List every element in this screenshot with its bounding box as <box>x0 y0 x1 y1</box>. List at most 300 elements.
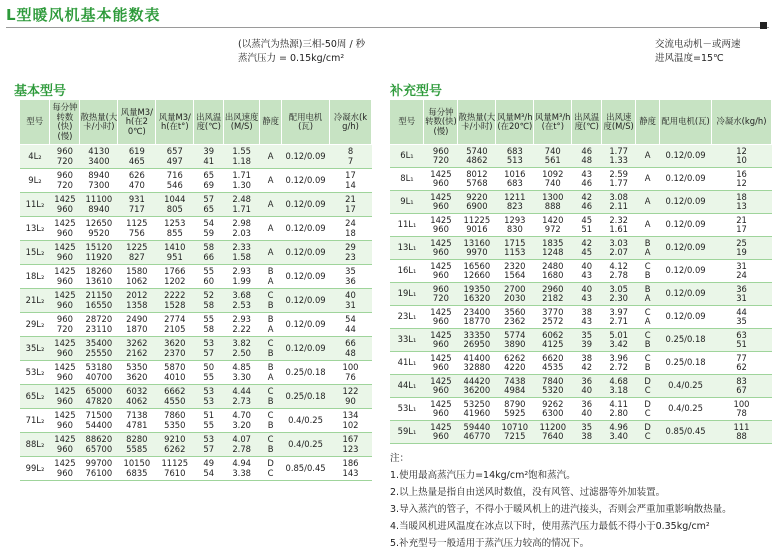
notes-heading: 注： <box>390 453 410 464</box>
basic-table-cell: 5350 3620 <box>118 361 156 385</box>
basic-table-cell: C B <box>260 289 282 313</box>
supplement-header-cell: 冷凝水(kg/h) <box>712 100 772 145</box>
supplement-table-cell: 1425 960 <box>424 398 458 421</box>
basic-table-cell: 1425 960 <box>50 337 80 361</box>
supplement-table-cell: B A <box>636 237 660 260</box>
basic-table-cell: 4.70 3.20 <box>224 409 260 433</box>
supplement-table-cell: 3.97 2.71 <box>602 306 636 329</box>
supplement-table-cell: B A <box>636 283 660 306</box>
supplement-table-cell: 2480 1680 <box>534 260 572 283</box>
supplement-table-cell: 11L₁ <box>390 214 424 237</box>
basic-header-cell: 风量M3/h(在20℃) <box>118 100 156 145</box>
supplement-table-cell: 38 43 <box>572 306 602 329</box>
basic-table-cell: 55 58 <box>194 313 224 337</box>
supplement-table-cell: 42 46 <box>572 191 602 214</box>
supplement-table-cell: 35 39 <box>572 329 602 352</box>
supplement-table-cell: 4.11 2.80 <box>602 398 636 421</box>
basic-table-cell: 28720 23110 <box>80 313 118 337</box>
basic-table-cell: 50 55 <box>194 361 224 385</box>
supplement-table-cell: 36 40 <box>572 398 602 421</box>
basic-table-cell: 88620 65700 <box>80 433 118 457</box>
basic-header-cell: 型号 <box>20 100 50 145</box>
basic-table-cell: 13L₂ <box>20 217 50 241</box>
supplement-table-cell: 4.68 3.18 <box>602 375 636 398</box>
basic-table-cell: 3262 2162 <box>118 337 156 361</box>
supplement-table-cell: 6L₁ <box>390 145 424 168</box>
supplement-table-cell: 3770 2572 <box>534 306 572 329</box>
basic-table-cell: 7860 5350 <box>156 409 194 433</box>
supplement-table-cell: 8012 5768 <box>458 168 496 191</box>
supplement-table-cell: C A <box>636 306 660 329</box>
basic-table-cell: 39 41 <box>194 145 224 169</box>
basic-table-row <box>20 145 372 169</box>
supplement-table-cell: 40 43 <box>572 260 602 283</box>
supplement-table-cell: 1425 960 <box>424 375 458 398</box>
basic-table-cell: A <box>260 217 282 241</box>
supplement-table-row <box>390 421 772 444</box>
basic-header-cell: 冷凝水(kg/h) <box>330 100 372 145</box>
supplement-table-cell: 2700 2030 <box>496 283 534 306</box>
supplement-table-cell: 12 10 <box>712 145 772 168</box>
supplement-table-cell: 1211 823 <box>496 191 534 214</box>
basic-table-cell: B A <box>260 265 282 289</box>
supplement-table-cell: 2.59 1.77 <box>602 168 636 191</box>
basic-table-cell: 0.12/0.09 <box>282 265 330 289</box>
conditions-center <box>238 38 365 66</box>
basic-header-cell: 风量M3/h(在t°) <box>156 100 194 145</box>
title-divider <box>6 27 769 28</box>
basic-table-cell: 6032 4062 <box>118 385 156 409</box>
note-item: 5.补充型号一般适用于蒸汽压力较高的情况下。 <box>390 538 590 549</box>
basic-table-cell: 0.12/0.09 <box>282 169 330 193</box>
supplement-table-cell: 38 42 <box>572 352 602 375</box>
basic-table-row <box>20 265 372 289</box>
basic-table-cell: 55 60 <box>194 265 224 289</box>
basic-table-cell: 2490 1870 <box>118 313 156 337</box>
basic-table-cell: 52 58 <box>194 289 224 313</box>
supplement-table-cell: 23400 18770 <box>458 306 496 329</box>
basic-table-cell: 167 123 <box>330 433 372 457</box>
basic-table-cell: 3620 2370 <box>156 337 194 361</box>
basic-table-cell: 49 54 <box>194 457 224 481</box>
basic-table-cell: 21L₂ <box>20 289 50 313</box>
supplement-table-cell: 1300 888 <box>534 191 572 214</box>
supplement-table-cell: 960 720 <box>424 283 458 306</box>
supplement-table-cell: A <box>636 168 660 191</box>
supplement-table-cell: C B <box>636 329 660 352</box>
basic-table-cell: 1425 960 <box>50 289 80 313</box>
basic-body <box>20 145 372 481</box>
supplement-header-cell: 风量M³/h(在20℃) <box>496 100 534 145</box>
supplement-table-cell: 1835 1248 <box>534 237 572 260</box>
supplement-header-cell: 出风速度(M/S) <box>602 100 636 145</box>
basic-table-cell: 35400 25550 <box>80 337 118 361</box>
basic-table-cell: 1225 827 <box>118 241 156 265</box>
supplement-table-cell: 0.12/0.09 <box>660 191 712 214</box>
basic-table-cell: 4.94 3.38 <box>224 457 260 481</box>
supplement-table-cell: 41400 32880 <box>458 352 496 375</box>
basic-table-cell: 10150 6835 <box>118 457 156 481</box>
basic-header-cell: 出风速度(M/S) <box>224 100 260 145</box>
basic-table-cell: 1425 960 <box>50 457 80 481</box>
note-item: 3.导入蒸汽的管子，不得小于暖风机上的进汽接头，否则会严重加重影响散热量。 <box>390 504 732 515</box>
basic-table-cell: 960 720 <box>50 313 80 337</box>
basic-table-cell: 2222 1528 <box>156 289 194 313</box>
supplement-table-cell: 46 48 <box>572 145 602 168</box>
basic-table-row <box>20 289 372 313</box>
supplement-table-cell: 683 513 <box>496 145 534 168</box>
basic-table-cell: 1.55 1.18 <box>224 145 260 169</box>
supplement-table-cell: 43 46 <box>572 168 602 191</box>
supplement-table-cell: A <box>636 145 660 168</box>
basic-table-cell: 2.33 1.58 <box>224 241 260 265</box>
basic-table-cell: 2.93 1.99 <box>224 265 260 289</box>
supplement-table-cell: 59440 46770 <box>458 421 496 444</box>
basic-table-cell: 1425 960 <box>50 385 80 409</box>
supplement-table-cell: 16 12 <box>712 168 772 191</box>
basic-table-cell: 99L₂ <box>20 457 50 481</box>
supplement-table-cell: 1425 960 <box>424 168 458 191</box>
basic-table-cell: 9L₂ <box>20 169 50 193</box>
supplement-table-cell: 6062 4125 <box>534 329 572 352</box>
basic-header-cell: 配用电机(瓦) <box>282 100 330 145</box>
basic-table-cell: 53 57 <box>194 433 224 457</box>
supplement-table-cell: 0.12/0.09 <box>660 214 712 237</box>
basic-table-cell: 0.12/0.09 <box>282 145 330 169</box>
supplement-table-cell: 0.25/0.18 <box>660 329 712 352</box>
supplement-table-cell: 1715 1153 <box>496 237 534 260</box>
supplement-table-row <box>390 398 772 421</box>
basic-table-cell: 18L₂ <box>20 265 50 289</box>
basic-table-cell: 3.68 2.53 <box>224 289 260 313</box>
supplement-table-cell: 740 561 <box>534 145 572 168</box>
basic-table-cell: 100 76 <box>330 361 372 385</box>
supplement-table-cell: 63 51 <box>712 329 772 352</box>
basic-table-row <box>20 313 372 337</box>
supplement-table-cell: 44420 36200 <box>458 375 496 398</box>
supplement-table-cell: 1425 960 <box>424 329 458 352</box>
supplement-table-cell: 0.12/0.09 <box>660 168 712 191</box>
basic-table-cell: 29L₂ <box>20 313 50 337</box>
basic-table-cell: 122 90 <box>330 385 372 409</box>
basic-header-row <box>20 100 372 145</box>
supplement-table-cell: 10710 7215 <box>496 421 534 444</box>
basic-table-cell: 0.25/0.18 <box>282 385 330 409</box>
basic-table-cell: 11125 7610 <box>156 457 194 481</box>
supplement-table-cell: 77 62 <box>712 352 772 375</box>
basic-table-cell: 7138 4781 <box>118 409 156 433</box>
supplement-table-row <box>390 352 772 375</box>
supplement-table-cell: 0.4/0.25 <box>660 398 712 421</box>
supplement-table-cell: 0.12/0.09 <box>660 306 712 329</box>
basic-table-cell: 58 66 <box>194 241 224 265</box>
basic-table-cell: 65L₂ <box>20 385 50 409</box>
corner-square-icon <box>760 22 767 29</box>
basic-table-cell: 8940 7300 <box>80 169 118 193</box>
supplement-table-row <box>390 168 772 191</box>
supplement-table-cell: 0.85/0.45 <box>660 421 712 444</box>
basic-table-cell: 960 720 <box>50 169 80 193</box>
supplement-table-cell: 6262 4220 <box>496 352 534 375</box>
basic-table-cell: 53 53 <box>194 385 224 409</box>
supplement-table-cell: 2.32 1.61 <box>602 214 636 237</box>
basic-table-cell: 88L₂ <box>20 433 50 457</box>
supplement-table-row <box>390 214 772 237</box>
supplement-table-cell: 35 38 <box>572 421 602 444</box>
condition-line-1: (以蒸汽为热源)三相-50周 / 秒 <box>238 39 366 50</box>
supplement-table-row <box>390 145 772 168</box>
basic-table-cell: 99700 76100 <box>80 457 118 481</box>
supplement-table-cell: 0.25/0.18 <box>660 352 712 375</box>
basic-table-cell: 0.25/0.18 <box>282 361 330 385</box>
supplement-table-cell: 3.96 2.72 <box>602 352 636 375</box>
supplement-table-cell: 36 31 <box>712 283 772 306</box>
supplement-table-cell: 13L₁ <box>390 237 424 260</box>
basic-table-cell: 1425 960 <box>50 433 80 457</box>
basic-heading: 基本型号 <box>14 84 67 99</box>
basic-table-cell: 12650 9520 <box>80 217 118 241</box>
basic-table-cell: 40 31 <box>330 289 372 313</box>
supplement-table-cell: 11200 7640 <box>534 421 572 444</box>
basic-table-cell: 0.12/0.09 <box>282 337 330 361</box>
supplement-table-cell: C B <box>636 260 660 283</box>
supplement-table-cell: 3560 2362 <box>496 306 534 329</box>
basic-table-cell: 1253 855 <box>156 217 194 241</box>
basic-table-cell: 54 59 <box>194 217 224 241</box>
supplement-table-cell: 3.03 2.07 <box>602 237 636 260</box>
supplement-table-cell: 19L₁ <box>390 283 424 306</box>
supplement-table-cell: 11225 9016 <box>458 214 496 237</box>
basic-table-cell: 0.12/0.09 <box>282 217 330 241</box>
basic-table-cell: 657 497 <box>156 145 194 169</box>
supplement-table-cell: 2960 2182 <box>534 283 572 306</box>
supplement-table-cell: 1293 830 <box>496 214 534 237</box>
basic-table-cell: 17 14 <box>330 169 372 193</box>
basic-table-cell: 626 470 <box>118 169 156 193</box>
supplement-table-cell: 6620 4535 <box>534 352 572 375</box>
supplement-table-cell: 3.08 2.11 <box>602 191 636 214</box>
basic-table-cell: 1125 756 <box>118 217 156 241</box>
basic-table-cell: 4L₂ <box>20 145 50 169</box>
basic-table-cell: 66 48 <box>330 337 372 361</box>
basic-table-cell: 2.98 2.03 <box>224 217 260 241</box>
basic-table-cell: 0.12/0.09 <box>282 241 330 265</box>
basic-table-cell: 57 65 <box>194 193 224 217</box>
supplement-table-cell: 1.77 1.33 <box>602 145 636 168</box>
basic-table-cell: 53 57 <box>194 337 224 361</box>
supplement-table-row <box>390 260 772 283</box>
supplement-table-cell: 1420 972 <box>534 214 572 237</box>
supplement-table-cell: 1092 740 <box>534 168 572 191</box>
basic-table-cell: 186 143 <box>330 457 372 481</box>
supplement-header-row <box>390 100 772 145</box>
supplement-table-cell: A <box>636 191 660 214</box>
supplement-table-row <box>390 237 772 260</box>
supplement-header-cell: 每分钟转数(快)(慢) <box>424 100 458 145</box>
basic-header-cell: 每分钟转数(快)(慢) <box>50 100 80 145</box>
basic-table-cell: 1425 960 <box>50 409 80 433</box>
basic-table-cell: 29 23 <box>330 241 372 265</box>
supplement-table-cell: 5740 4862 <box>458 145 496 168</box>
basic-table-cell: 65 69 <box>194 169 224 193</box>
basic-table-cell: 3.82 2.50 <box>224 337 260 361</box>
supplement-table-cell: 45 51 <box>572 214 602 237</box>
supplement-table-cell: 16L₁ <box>390 260 424 283</box>
supplement-table-cell: 8790 5925 <box>496 398 534 421</box>
basic-table-row <box>20 385 372 409</box>
basic-table-cell: 1766 1202 <box>156 265 194 289</box>
basic-table-cell: 0.12/0.09 <box>282 193 330 217</box>
supplement-table-cell: 9262 6300 <box>534 398 572 421</box>
page-title: L型暖风机基本能数表 <box>6 6 161 24</box>
basic-table-cell: 4.85 3.30 <box>224 361 260 385</box>
supplement-table-cell: 23L₁ <box>390 306 424 329</box>
basic-table-cell: 1425 960 <box>50 193 80 217</box>
supplement-table-cell: 1425 960 <box>424 260 458 283</box>
basic-table-cell: C B <box>260 337 282 361</box>
basic-table-cell: 619 465 <box>118 145 156 169</box>
supplement-table-cell: 31 24 <box>712 260 772 283</box>
supplement-table-cell: 7840 5320 <box>534 375 572 398</box>
basic-table-row <box>20 409 372 433</box>
supplement-header-cell: 散热量(大卡/小时) <box>458 100 496 145</box>
supplement-table-cell: 1425 960 <box>424 237 458 260</box>
basic-table-cell: 4.44 2.73 <box>224 385 260 409</box>
basic-table-cell: C B <box>260 385 282 409</box>
supplement-table-cell: 83 67 <box>712 375 772 398</box>
supplement-table-cell: A <box>636 214 660 237</box>
supplement-table-cell: 53L₁ <box>390 398 424 421</box>
basic-table-cell: 2.93 2.22 <box>224 313 260 337</box>
supplement-table-cell: D C <box>636 375 660 398</box>
supplement-table-cell: 41L₁ <box>390 352 424 375</box>
basic-table-cell: 931 717 <box>118 193 156 217</box>
basic-table-cell: 15120 11920 <box>80 241 118 265</box>
basic-table-cell: C B <box>260 409 282 433</box>
supplement-table-cell: 1425 960 <box>424 352 458 375</box>
basic-table-cell: 21150 16550 <box>80 289 118 313</box>
basic-table-row <box>20 241 372 265</box>
supplement-header-cell: 风量M³/h(在t°) <box>534 100 572 145</box>
supplement-table-row <box>390 283 772 306</box>
basic-table-cell: 15L₂ <box>20 241 50 265</box>
basic-table-cell: 8280 5585 <box>118 433 156 457</box>
basic-table-cell: 4130 3400 <box>80 145 118 169</box>
supplement-table-cell: D C <box>636 398 660 421</box>
note-item: 4.当暖风机进风温度在冰点以下时，使用蒸汽压力最低不得小于0.35kg/cm² <box>390 521 710 532</box>
basic-table-cell: 134 102 <box>330 409 372 433</box>
supplement-table-cell: 33L₁ <box>390 329 424 352</box>
basic-table-cell: 24 18 <box>330 217 372 241</box>
basic-table-cell: 1.71 1.30 <box>224 169 260 193</box>
basic-table-row <box>20 193 372 217</box>
supplement-table-cell: 18 13 <box>712 191 772 214</box>
supplement-body <box>390 145 772 444</box>
basic-table-cell: 1425 960 <box>50 361 80 385</box>
supplement-table-cell: 3.05 2.30 <box>602 283 636 306</box>
basic-table-cell: 2.48 1.71 <box>224 193 260 217</box>
note-item: 1.使用最高蒸汽压力=14kg/cm²饱和蒸汽。 <box>390 470 576 481</box>
basic-table-cell: B A <box>260 361 282 385</box>
supplement-table-cell: 111 88 <box>712 421 772 444</box>
basic-table-cell: 35 36 <box>330 265 372 289</box>
basic-table-cell: 1425 960 <box>50 265 80 289</box>
basic-table-cell: 9210 6262 <box>156 433 194 457</box>
supplement-table-cell: 7438 4984 <box>496 375 534 398</box>
basic-table-row <box>20 337 372 361</box>
basic-table-cell: 8 7 <box>330 145 372 169</box>
supplement-table-cell: C B <box>636 352 660 375</box>
supplement-table-cell: 13160 9970 <box>458 237 496 260</box>
basic-table-cell: 1044 805 <box>156 193 194 217</box>
basic-table-cell: 51 55 <box>194 409 224 433</box>
basic-table-cell: 0.4/0.25 <box>282 433 330 457</box>
basic-table-cell: 1425 960 <box>50 241 80 265</box>
basic-table-cell: 71500 54400 <box>80 409 118 433</box>
supplement-header-cell: 型号 <box>390 100 424 145</box>
condition-line-2: 蒸汽压力 = 0.15kg/cm² <box>238 53 345 64</box>
supplement-table-row <box>390 375 772 398</box>
supplement-table-cell: 1425 960 <box>424 214 458 237</box>
supplement-table-cell: 4.96 3.40 <box>602 421 636 444</box>
basic-table-cell: 54 44 <box>330 313 372 337</box>
supplement-table-cell: 16560 12660 <box>458 260 496 283</box>
supplement-table-cell: 19350 16320 <box>458 283 496 306</box>
supplement-table-cell: 25 19 <box>712 237 772 260</box>
supplement-table-cell: D C <box>636 421 660 444</box>
basic-table-cell: B A <box>260 313 282 337</box>
basic-header-cell: 出风温度(℃) <box>194 100 224 145</box>
basic-table-cell: 5870 4010 <box>156 361 194 385</box>
supplement-table-row <box>390 329 772 352</box>
conditions-right <box>655 38 741 66</box>
supplement-table <box>390 100 772 444</box>
basic-table-cell: 21 17 <box>330 193 372 217</box>
supplement-table-cell: 44L₁ <box>390 375 424 398</box>
supplement-table-cell: 44 35 <box>712 306 772 329</box>
basic-table-cell: 716 546 <box>156 169 194 193</box>
basic-table-row <box>20 457 372 481</box>
supplement-table-cell: 4.12 2.78 <box>602 260 636 283</box>
basic-table-cell: 0.12/0.09 <box>282 289 330 313</box>
basic-table-cell: 1410 951 <box>156 241 194 265</box>
supplement-table-cell: 21 17 <box>712 214 772 237</box>
basic-table-row <box>20 217 372 241</box>
supplement-table-cell: 9220 6900 <box>458 191 496 214</box>
supplement-table-row <box>390 191 772 214</box>
supplement-table-cell: 36 40 <box>572 375 602 398</box>
basic-table-cell: 0.4/0.25 <box>282 409 330 433</box>
basic-table-cell: 2012 1358 <box>118 289 156 313</box>
supplement-table-cell: 5774 3890 <box>496 329 534 352</box>
supplement-table-cell: 0.12/0.09 <box>660 145 712 168</box>
supplement-table-cell: 33350 26950 <box>458 329 496 352</box>
basic-table-cell: 71L₂ <box>20 409 50 433</box>
basic-table-cell: 0.85/0.45 <box>282 457 330 481</box>
condition-right-1: 交流电动机－或两速 <box>655 39 741 50</box>
supplement-table-cell: 8L₁ <box>390 168 424 191</box>
basic-table-cell: 0.12/0.09 <box>282 313 330 337</box>
basic-table-cell: 960 720 <box>50 145 80 169</box>
supplement-table-cell: 100 78 <box>712 398 772 421</box>
basic-table-row <box>20 433 372 457</box>
basic-table-cell: 35L₂ <box>20 337 50 361</box>
basic-table-cell: 53180 40700 <box>80 361 118 385</box>
basic-header-cell: 散热量(大卡/小时) <box>80 100 118 145</box>
basic-table-cell: A <box>260 145 282 169</box>
basic-table-cell: 1425 960 <box>50 217 80 241</box>
basic-header-cell: 静度 <box>260 100 282 145</box>
